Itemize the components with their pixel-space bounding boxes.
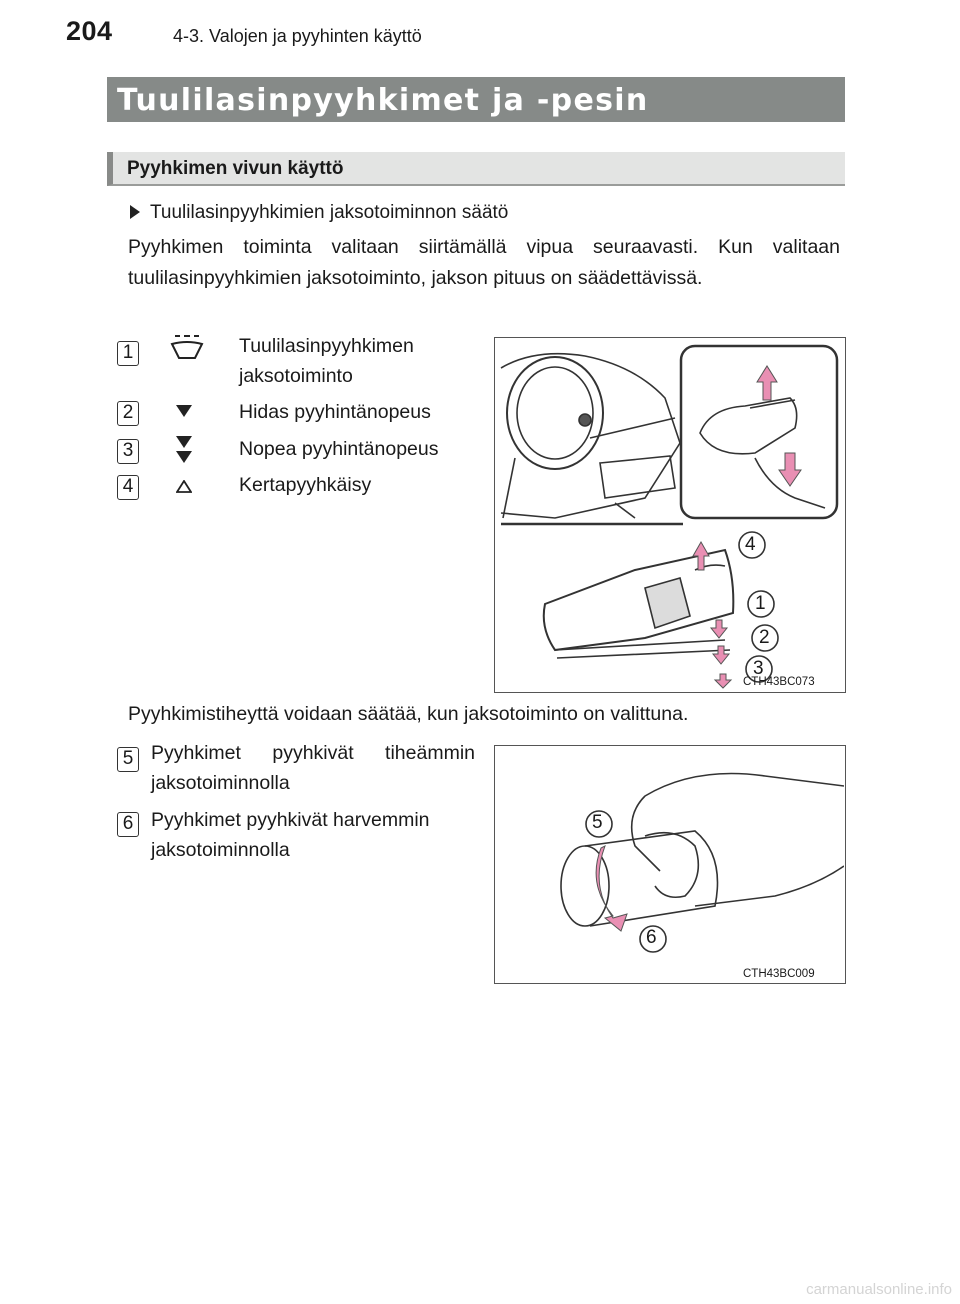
callout-number-6: 6 (117, 812, 139, 837)
mode-4-label: Kertapyyhkäisy (239, 474, 372, 496)
mist-icon (176, 480, 192, 494)
title-bar (107, 77, 845, 122)
callout-number-2: 2 (117, 401, 139, 426)
intermittent-wiper-icon (168, 332, 206, 362)
wiper-lever-illustration (495, 338, 844, 691)
page-title: Tuulilasinpyyhkimet ja -pesin (117, 83, 649, 118)
callout-number-3: 3 (117, 439, 139, 464)
figure-callout-4: 4 (745, 534, 756, 555)
callout-number-1: 1 (117, 341, 139, 366)
figure-callout-3: 3 (753, 658, 764, 679)
figure-code-2: CTH43BC009 (743, 968, 815, 980)
frequency-6-label: Pyyhkimet pyyhkivät harvemmin jaksotoiminnolla (151, 809, 430, 861)
mode-3-label: Nopea pyyhintänopeus (239, 438, 439, 460)
frequency-ring-illustration (495, 746, 844, 982)
callout-number-4: 4 (117, 475, 139, 500)
figure-code: CTH43BC073 (743, 676, 815, 688)
bullet-heading (130, 202, 508, 224)
bullet-text: Tuulilasinpyyhkimien jaksotoiminnon säätö (150, 202, 509, 223)
frequency-5-label: Pyyhkimet pyyhkivät tiheämmin jaksotoiminnolla (151, 742, 475, 794)
frequency-paragraph: Pyyhkimistiheyttä voidaan säätää, kun jaksotoiminto on valittuna. (128, 703, 689, 725)
figure-callout-1: 1 (755, 593, 766, 614)
subtitle-bar (107, 152, 845, 186)
mode-2-label: Hidas pyyhintänopeus (239, 401, 431, 423)
wiper-lever-figure (494, 337, 846, 693)
mode-1-label: Tuulilasinpyyhkimen jaksotoiminto (239, 335, 414, 387)
low-speed-icon (175, 404, 193, 418)
section-path: 4-3. Valojen ja pyyhinten käyttö (173, 26, 422, 46)
subtitle: Pyyhkimen vivun käyttö (127, 158, 344, 179)
intro-paragraph: Pyyhkimen toiminta valitaan siirtämällä vipua seuraavasti. Kun valitaan tuulilasinpyyhkimien jaksotoiminto, jakson pituus on säädettävissä. (128, 236, 840, 289)
figure-callout-5: 5 (592, 812, 603, 833)
triangle-bullet-icon (130, 205, 140, 219)
figure-callout-6: 6 (646, 927, 657, 948)
page-number: 204 (66, 16, 113, 46)
frequency-ring-figure (494, 745, 846, 984)
watermark: carmanualsonline.info (806, 1281, 952, 1298)
callout-number-5: 5 (117, 747, 139, 772)
figure-callout-2: 2 (759, 627, 770, 648)
high-speed-icon (175, 435, 193, 465)
